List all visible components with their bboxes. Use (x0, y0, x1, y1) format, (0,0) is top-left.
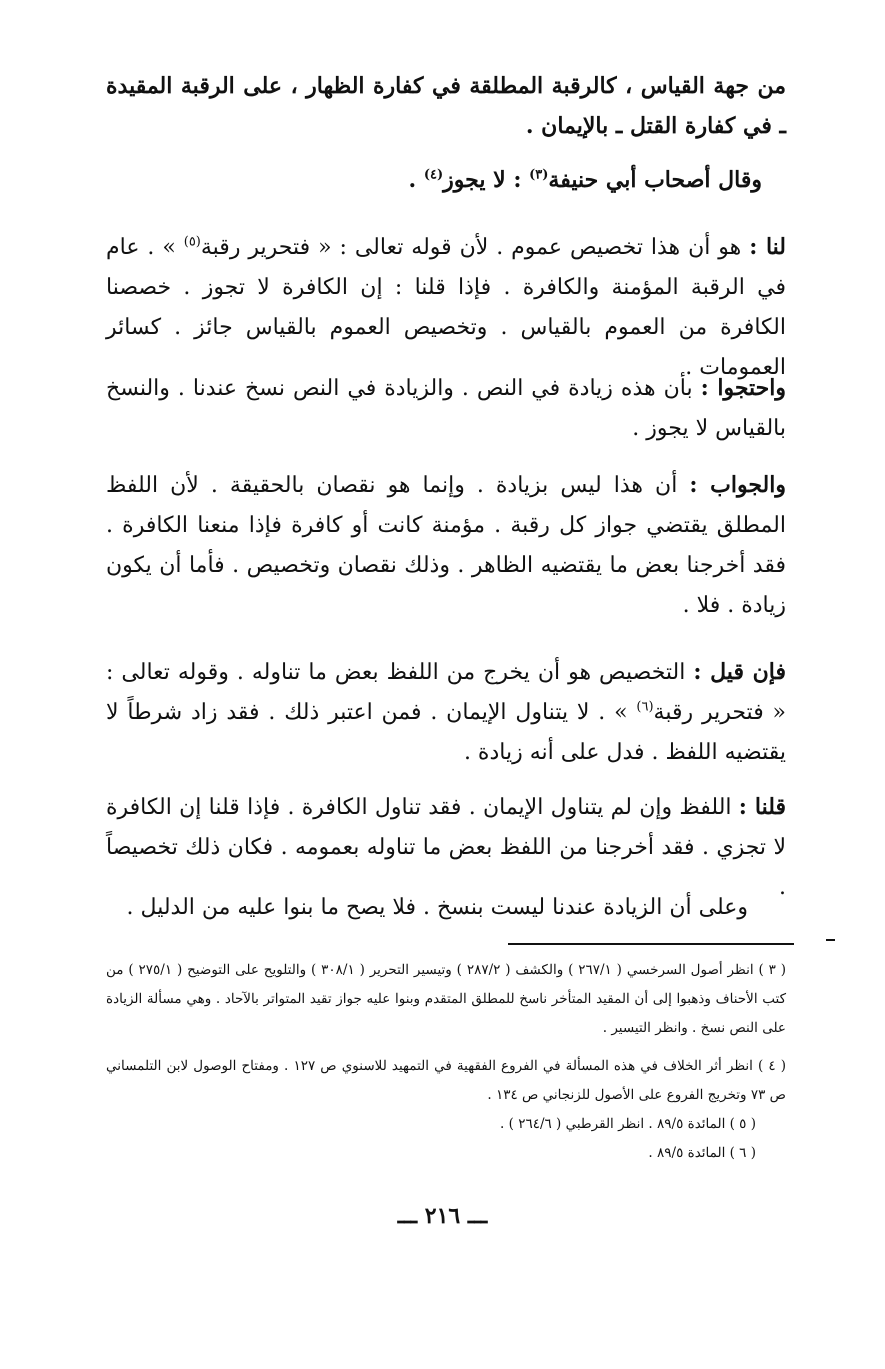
footnote-ref-6: (٦) (636, 699, 654, 715)
lead-lana: لنا : (749, 234, 786, 260)
paragraph-4 (106, 368, 786, 449)
paragraph-3-text-b: » . عام في الرقبة المؤمنة والكافرة . فإذا قلنا : إن الكافرة لا تجوز . خصصنا الكافرة من العموم بالقياس . وتخصيص العموم بالقياس جائز . كسائر العمومات . (106, 235, 786, 380)
footnote-6: ( ٦ ) المائدة ٨٩/٥ . (648, 1145, 756, 1161)
footnote-ref-3: (٣) (529, 167, 549, 183)
paragraph-8: وعلى أن الزيادة عندنا ليست بنسخ . فلا يصح ما بنوا عليه من الدليل . (126, 895, 748, 920)
paragraph-4-text: بأن هذه زيادة في النص . والزيادة في النص نسخ عندنا . والنسخ بالقياس لا يجوز . (106, 376, 786, 441)
paragraph-7-text: اللفظ وإن لم يتناول الإيمان . فقد تناول الكافرة . فإذا قلنا إن الكافرة لا تجزي . فقد أخرجنا من اللفظ بعض ما تناوله بعمومه . فكان ذلك تخصيصاً . (106, 795, 786, 900)
paragraph-6 (106, 652, 786, 773)
lead-ihtajju: واحتجوا : (700, 375, 786, 401)
margin-mark (826, 939, 835, 941)
footnote-ref-4: (٤) (423, 167, 444, 183)
lead-qulna: قلنا : (738, 794, 787, 820)
paragraph-1: من جهة القياس ، كالرقبة المطلقة في كفارة الظهار ، على الرقبة المقيدة ـ في كفارة القتل ـ بالإيمان . (106, 73, 786, 139)
footnote-5: ( ٥ ) المائدة ٨٩/٥ . انظر القرطبي ( ٢٦٤/٦ ) . (500, 1116, 756, 1132)
paragraph-5 (106, 465, 786, 626)
page-number: ـــ ٢١٦ ـــ (397, 1203, 488, 1229)
footnote-3: ( ٣ ) انظر أصول السرخسي ( ٢٦٧/١ ) والكشف ( ٢٨٧/٢ ) وتيسير التحرير ( ٣٠٨/١ ) والتلويح على التوضيح ( ٢٧٥/١ ) من كتب الأحناف وذهبوا إلى أن المقيد المتأخر ناسخ للمطلق المتقدم وبنوا عليه جواز تقيد المتواتر بالآحاد . وهي مسألة الزيادة على النص نسخ . وانظر التيسير . (106, 962, 786, 1036)
paragraph-6-text-a: التخصيص هو أن يخرج من اللفظ بعض ما تناوله . وقوله تعالى : « فتحرير رقبة (106, 660, 786, 725)
paragraph-2-end: . (408, 167, 424, 193)
paragraph-2-text-2: : لا يجوز (443, 167, 530, 193)
footnote-4: ( ٤ ) انظر أثر الخلاف في هذه المسألة في الفروع الفقهية في التمهيد للاسنوي ص ١٢٧ . ومفتاح الوصول لابن التلمساني ص ٧٣ وتخريج الفروع على الأصول للزنجاني ص ١٣٤ . (106, 1058, 786, 1103)
footnote-divider (508, 943, 794, 945)
paragraph-3 (106, 227, 786, 388)
paragraph-6-text-b: » . لا يتناول الإيمان . فمن اعتبر ذلك . فقد زاد شرطاً لا يقتضيه اللفظ . فدل على أنه زيادة . (106, 700, 786, 765)
paragraph-2-text: وقال أصحاب أبي حنيفة (548, 167, 762, 193)
lead-jawab: والجواب : (689, 472, 786, 498)
paragraph-2 (106, 160, 762, 200)
paragraph-5-text: أن هذا ليس بزيادة . وإنما هو نقصان بالحقيقة . لأن اللفظ المطلق يقتضي جواز كل رقبة . مؤمنة كانت أو كافرة فإذا منعنا الكافرة . فقد أخرجنا بعض ما يقتضيه الظاهر . وذلك نقصان وتخصيص . فأما أن يكون زيادة . فلا . (106, 473, 786, 618)
lead-fa-in-qila: فإن قيل : (693, 659, 786, 685)
footnote-ref-5: (٥) (183, 234, 201, 250)
paragraph-3-text-a: هو أن هذا تخصيص عموم . لأن قوله تعالى : « فتحرير رقبة (200, 235, 750, 260)
